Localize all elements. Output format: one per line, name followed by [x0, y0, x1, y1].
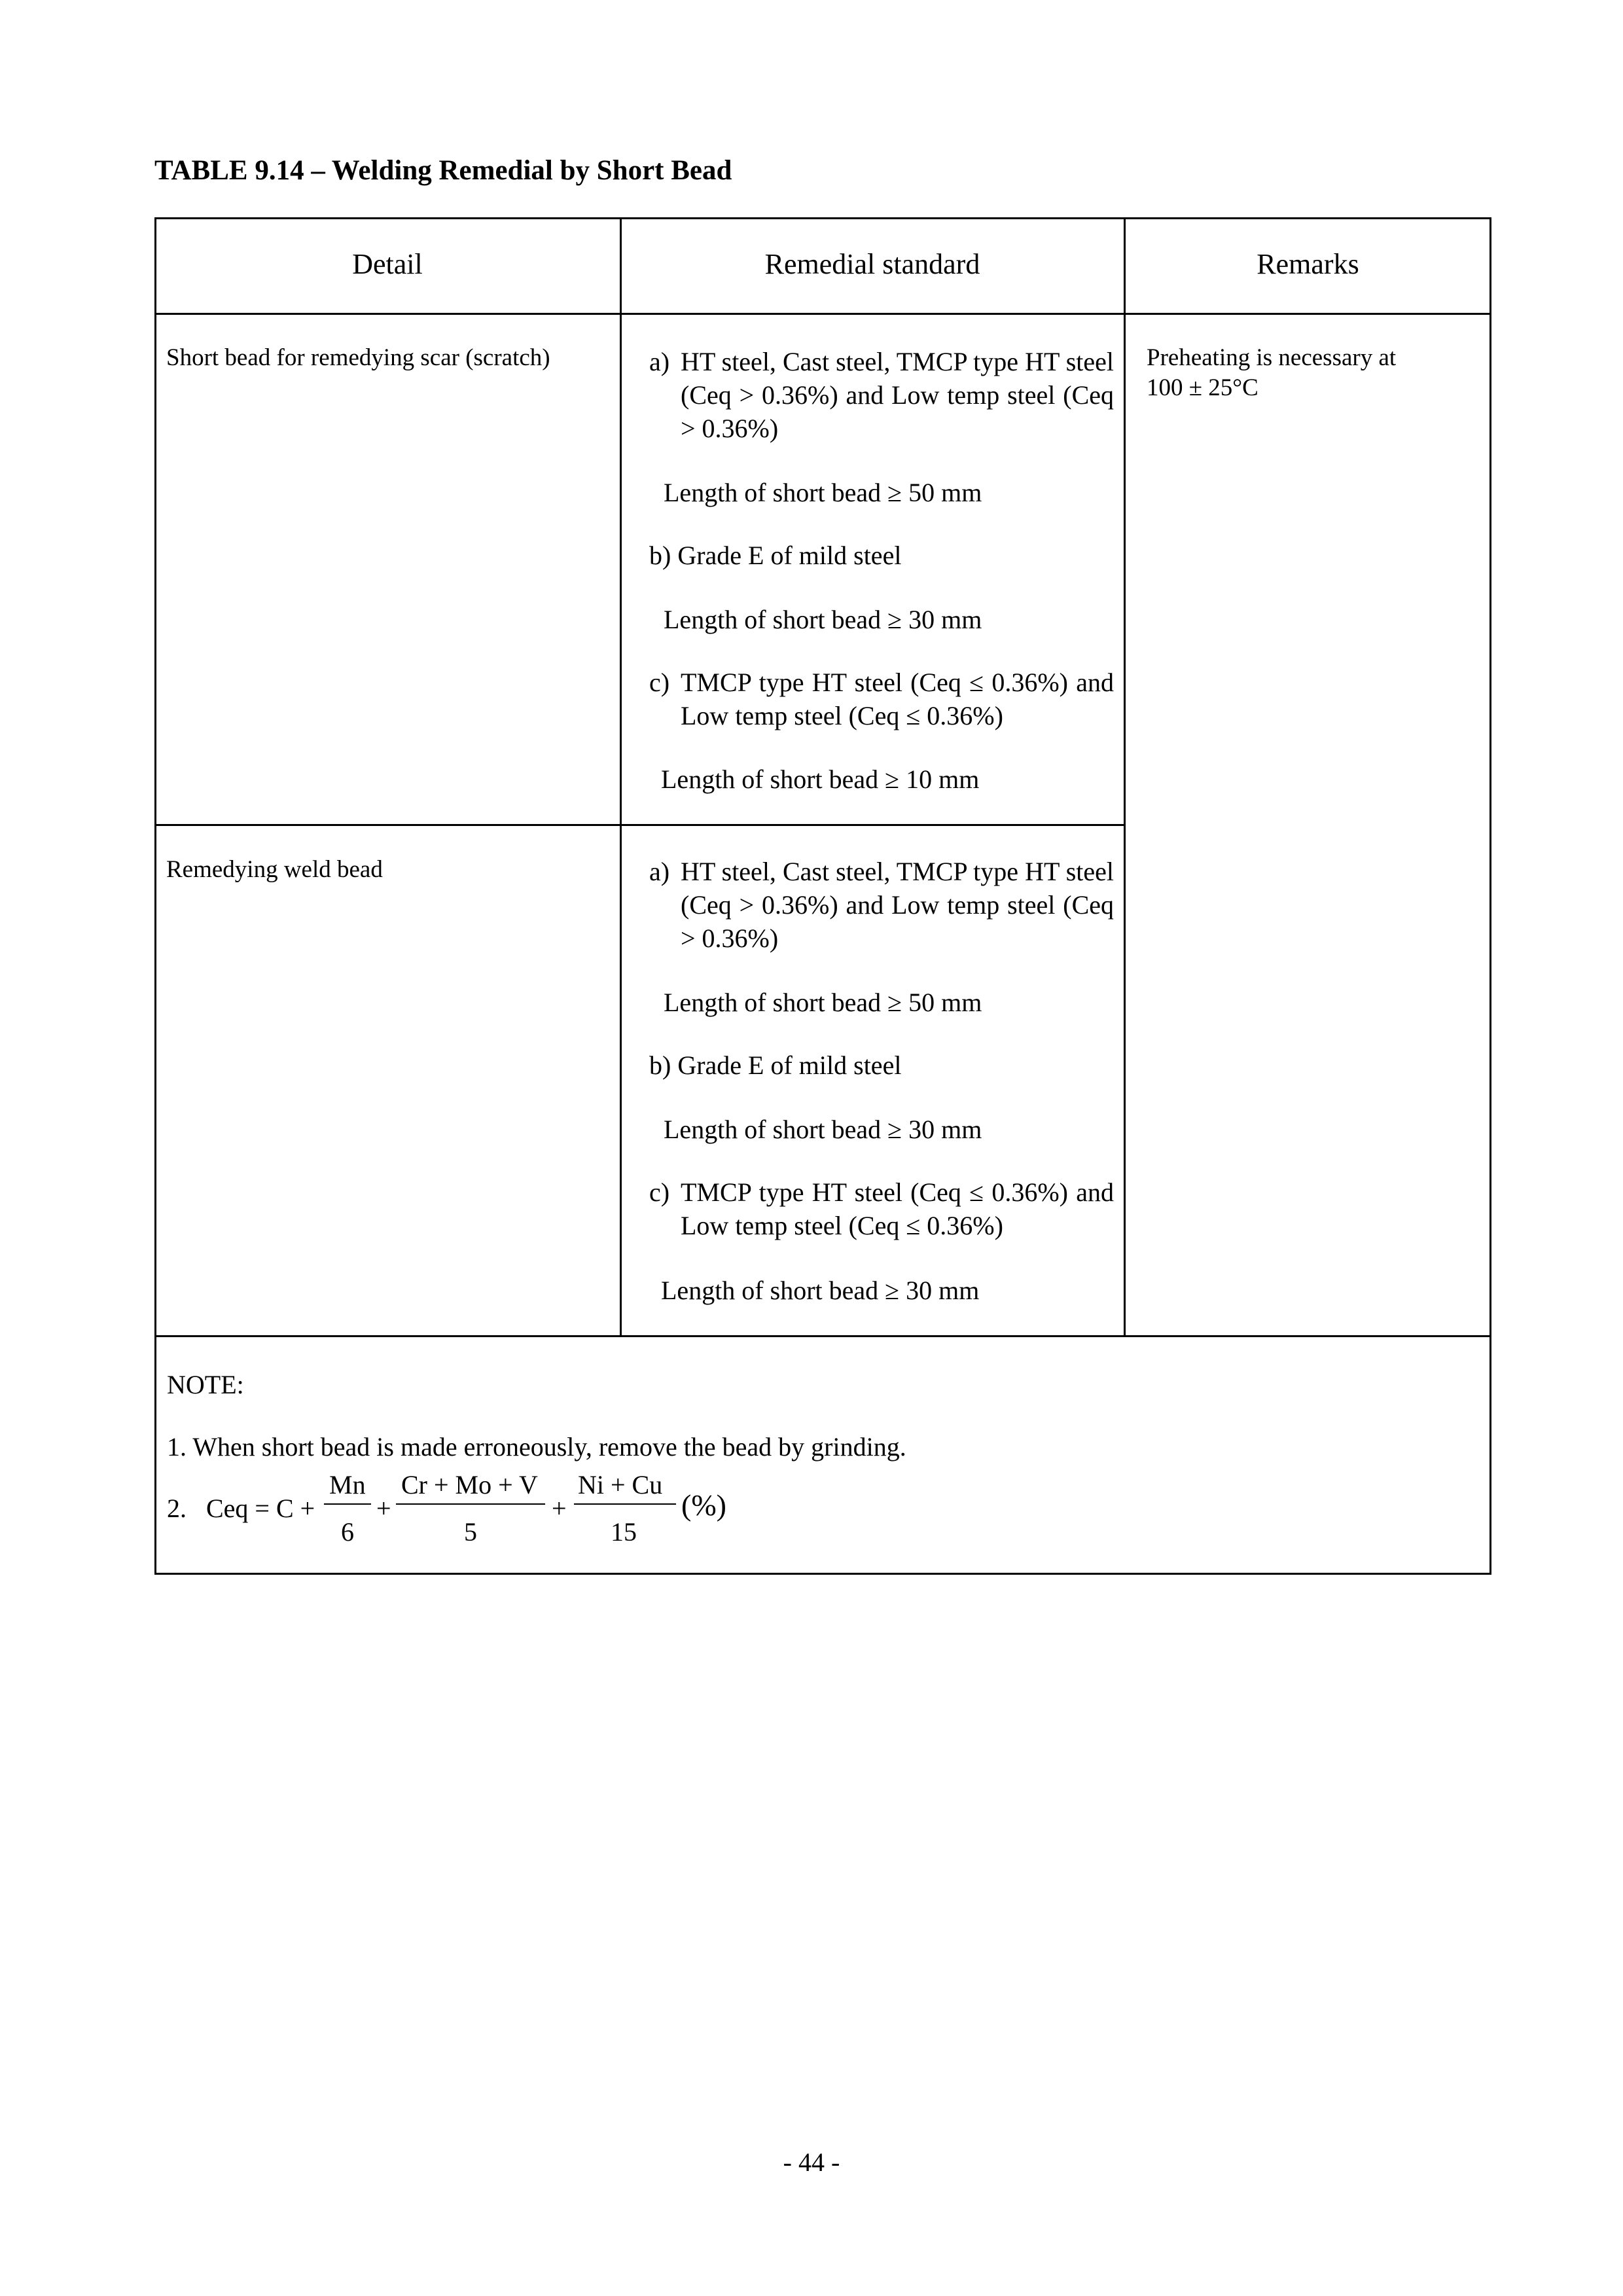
item-label: a) — [649, 347, 670, 376]
row2-item-b: b) Grade E of mild steel — [649, 1050, 902, 1080]
percent-unit: (%) — [681, 1488, 726, 1522]
row1-item-b: b) Grade E of mild steel — [649, 541, 902, 570]
row2-item-a-length: Length of short bead ≥ 50 mm — [664, 988, 982, 1017]
row1-detail: Short bead for remedying scar (scratch) — [166, 344, 550, 371]
header-remedial-standard: Remedial standard — [764, 248, 980, 280]
plus-1: + — [376, 1494, 391, 1523]
term1-denominator: 6 — [341, 1517, 354, 1547]
term2-denominator: 5 — [464, 1517, 477, 1547]
term2-fraction-bar — [396, 1503, 545, 1505]
note-item-1: 1. When short bead is made erroneously, remove the bead by grinding. — [167, 1432, 906, 1462]
remarks-line-2: 100 ± 25°C — [1147, 374, 1258, 401]
term3-numerator: Ni + Cu — [578, 1470, 663, 1499]
row1-item-a — [649, 345, 1114, 445]
page-number: - 44 - — [783, 2147, 840, 2177]
header-remarks: Remarks — [1257, 248, 1359, 280]
remarks-line-1: Preheating is necessary at — [1147, 344, 1397, 371]
term3-fraction-bar — [574, 1503, 676, 1505]
row1-item-c — [649, 666, 1114, 732]
item-text: HT steel, Cast steel, TMCP type HT steel (Ceq > 0.36%) and Low temp steel (Ceq > 0.36%) — [681, 857, 1114, 953]
row2-item-a — [649, 855, 1114, 955]
note-divider — [154, 1335, 1491, 1337]
row2-item-c — [649, 1175, 1114, 1242]
item-text: TMCP type HT steel (Ceq ≤ 0.36%) and Low temp steel (Ceq ≤ 0.36%) — [681, 668, 1114, 730]
row2-standards — [649, 855, 1114, 1313]
row2-item-b-length: Length of short bead ≥ 30 mm — [664, 1115, 982, 1144]
header-detail: Detail — [352, 248, 423, 280]
header-divider — [154, 313, 1491, 315]
row1-standards — [649, 345, 1114, 803]
item-label: c) — [649, 668, 670, 697]
term3-denominator: 15 — [611, 1517, 637, 1547]
item-text: HT steel, Cast steel, TMCP type HT steel (Ceq > 0.36%) and Low temp steel (Ceq > 0.36%) — [681, 347, 1114, 443]
item-text: TMCP type HT steel (Ceq ≤ 0.36%) and Low temp steel (Ceq ≤ 0.36%) — [681, 1177, 1114, 1240]
table-title: TABLE 9.14 – Welding Remedial by Short Bead — [154, 155, 732, 186]
row1-item-a-length: Length of short bead ≥ 50 mm — [664, 478, 982, 507]
term1-numerator: Mn — [329, 1470, 366, 1499]
row1-item-c-length: Length of short bead ≥ 10 mm — [661, 764, 980, 794]
row2-detail: Remedying weld bead — [166, 856, 383, 883]
row1-item-b-length: Length of short bead ≥ 30 mm — [664, 605, 982, 634]
row2-item-c-length: Length of short bead ≥ 30 mm — [661, 1276, 980, 1305]
item-label: c) — [649, 1177, 670, 1207]
term2-numerator: Cr + Mo + V — [401, 1470, 538, 1499]
term1-fraction-bar — [324, 1503, 371, 1505]
formula-lhs: Ceq = C + — [206, 1494, 315, 1523]
note-title: NOTE: — [167, 1370, 244, 1399]
column-divider-2 — [1124, 217, 1126, 1336]
column-divider-1 — [620, 217, 622, 1336]
plus-2: + — [552, 1494, 567, 1523]
ceq-formula — [167, 1469, 756, 1548]
formula-number: 2. — [167, 1494, 187, 1523]
row-divider — [154, 824, 1126, 826]
item-label: a) — [649, 857, 670, 886]
